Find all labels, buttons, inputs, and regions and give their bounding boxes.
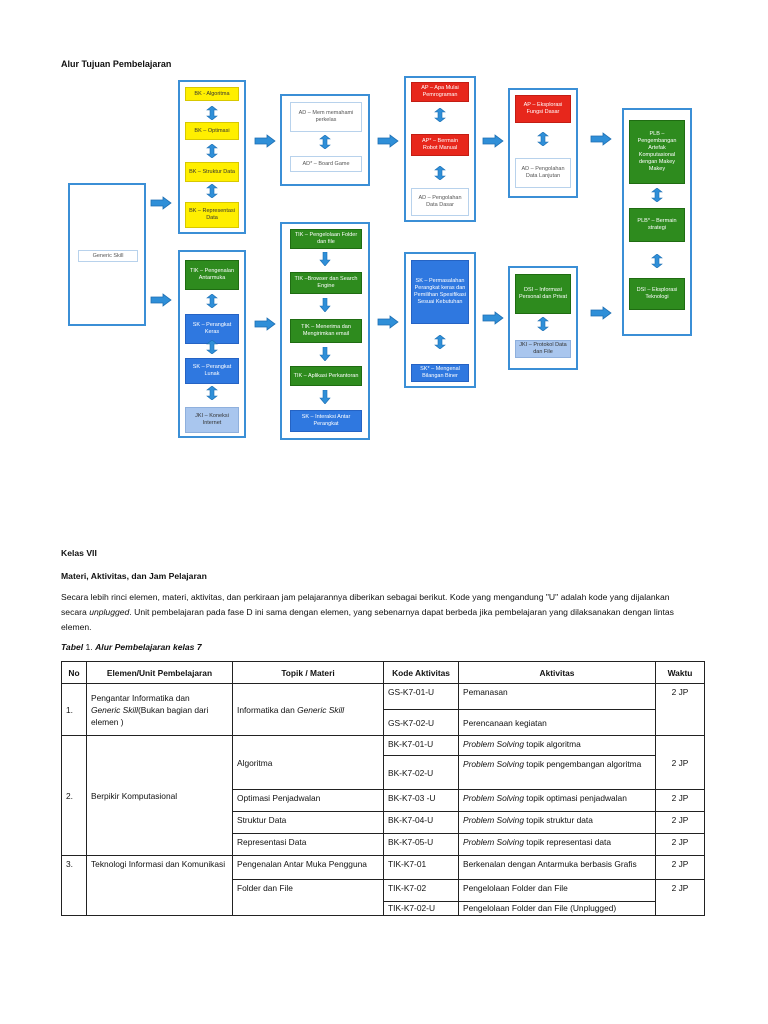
generic-skill-box <box>68 183 146 326</box>
node-ad-perkelas: AD – Mem memahami perkelas <box>290 102 362 132</box>
node-sk-permasalahan: SK – Permasalahan Perangkat keras dan Pemilihan Spesifikasi Sesuai Kebutuhan <box>411 260 469 324</box>
cell-topik: Folder dan File <box>233 880 384 916</box>
double-arrow-icon <box>206 144 218 158</box>
arrow-right-icon <box>377 134 399 148</box>
double-arrow-icon <box>537 317 549 331</box>
double-arrow-icon <box>206 340 218 354</box>
node-ad-data-lanjutan: AD – Pengolahan Data Lanjutan <box>515 158 571 188</box>
cell-kode: TIK-K7-02 <box>384 880 459 902</box>
node-ad-data-dasar: AD – Pengolahan Data Dasar <box>411 188 469 216</box>
arrow-right-icon <box>482 134 504 148</box>
table-caption: Tabel 1. Alur Pembelajaran kelas 7 <box>61 642 202 652</box>
table-header-row <box>62 662 705 684</box>
arrow-right-icon <box>150 293 172 307</box>
double-arrow-icon <box>206 386 218 400</box>
cell-aktivitas: Problem Solving topik struktur data <box>459 812 656 834</box>
node-tik-antarmuka: TIK – Pengenalan Antarmuka <box>185 260 239 290</box>
column-3-bottom <box>404 252 476 388</box>
cell-kode: TIK-K7-02-U <box>384 902 459 916</box>
arrow-right-icon <box>150 196 172 210</box>
node-ap-robot: AP* – Bermain Robot Manual <box>411 134 469 156</box>
double-arrow-icon <box>434 108 446 122</box>
cell-aktivitas: Problem Solving topik optimasi penjadwalan <box>459 790 656 812</box>
node-plb-strategi: PLB* – Bermain strategi <box>629 208 685 242</box>
column-5 <box>622 108 692 336</box>
column-3-top <box>404 76 476 222</box>
node-tik-folder: TIK – Pengelolaan Folder dan file <box>290 229 362 249</box>
double-arrow-icon <box>434 166 446 180</box>
cell-topik: Struktur Data <box>233 812 384 834</box>
node-ap-pemrograman: AP – Apa Mulai Pemrograman <box>411 82 469 102</box>
node-plb-makey: PLB – Pengembangan Artefak Komputasional dengan Makey Makey <box>629 120 685 184</box>
table-row <box>62 684 705 710</box>
cell-aktivitas: Problem Solving topik representasi data <box>459 834 656 856</box>
paragraph-line-1: Secara lebih rinci elemen, materi, aktivitas, dan perkiraan jam pelajarannya diberikan sebagai berikut. Kode yang mengandung "U" adalah kode yang dijalankan <box>61 592 670 602</box>
header-elemen: Elemen/Unit Pembelajaran <box>87 662 233 684</box>
cell-elemen: Teknologi Informasi dan Komunikasi <box>87 856 233 916</box>
cell-kode: BK-K7-03 -U <box>384 790 459 812</box>
arrow-right-icon <box>377 315 399 329</box>
cell-waktu: 2 JP <box>656 684 705 736</box>
node-sk-biner: SK* – Mengenal Bilangan Biner <box>411 364 469 382</box>
cell-topik: Algoritma <box>233 736 384 790</box>
double-arrow-icon <box>206 106 218 120</box>
cell-waktu: 2 JP <box>656 790 705 812</box>
intro-paragraph <box>61 590 707 635</box>
cell-aktivitas: Problem Solving topik algoritma <box>459 736 656 756</box>
double-arrow-icon <box>206 294 218 308</box>
node-jki-protokol: JKI – Protokol Data dan File <box>515 340 571 358</box>
node-sk-perangkat-keras: SK – Perangkat Keras <box>185 314 239 344</box>
node-ad-board-game: AD* – Board Game <box>290 156 362 172</box>
cell-waktu: 2 JP <box>656 856 705 880</box>
node-bk-struktur-data: BK – Struktur Data <box>185 162 239 182</box>
cell-kode: BK-K7-02-U <box>384 756 459 790</box>
generic-skill-node: Generic Skill <box>78 250 138 262</box>
cell-aktivitas: Pemanasan <box>459 684 656 710</box>
node-sk-perangkat-lunak: SK – Perangkat Lunak <box>185 358 239 384</box>
double-arrow-icon <box>537 132 549 146</box>
cell-aktivitas: Problem Solving topik pengembangan algoritma <box>459 756 656 790</box>
cell-aktivitas: Pengelolaan Folder dan File <box>459 880 656 902</box>
double-arrow-icon <box>319 135 331 149</box>
double-arrow-icon <box>651 254 663 268</box>
node-bk-algoritma: BK - Algoritma <box>185 87 239 101</box>
arrow-right-icon <box>590 132 612 146</box>
cell-kode: BK-K7-04-U <box>384 812 459 834</box>
cell-waktu: 2 JP <box>656 736 705 790</box>
paragraph-line-3: elemen. <box>61 622 92 632</box>
arrow-down-icon <box>319 347 331 361</box>
cell-kode: GS-K7-02-U <box>384 710 459 736</box>
header-topik: Topik / Materi <box>233 662 384 684</box>
cell-topik: Informatika dan Generic Skill <box>233 684 384 736</box>
cell-aktivitas: Perencanaan kegiatan <box>459 710 656 736</box>
cell-kode: BK-K7-05-U <box>384 834 459 856</box>
node-bk-optimasi: BK – Optimasi <box>185 122 239 140</box>
arrow-down-icon <box>319 252 331 266</box>
cell-aktivitas: Berkenalan dengan Antarmuka berbasis Grafis <box>459 856 656 880</box>
cell-kode: BK-K7-01-U <box>384 736 459 756</box>
node-ap-fungsi-dasar: AP – Eksplorasi Fungsi Dasar <box>515 95 571 123</box>
cell-elemen: Berpikir Komputasional <box>87 736 233 856</box>
kelas-heading: Kelas VII <box>61 548 97 558</box>
arrow-right-icon <box>590 306 612 320</box>
cell-waktu: 2 JP <box>656 834 705 856</box>
arrow-right-icon <box>482 311 504 325</box>
double-arrow-icon <box>434 335 446 349</box>
cell-no: 2. <box>62 736 87 856</box>
header-no: No <box>62 662 87 684</box>
double-arrow-icon <box>206 184 218 198</box>
cell-waktu: 2 JP <box>656 812 705 834</box>
header-kode: Kode Aktivitas <box>384 662 459 684</box>
node-tik-browser: TIK –Browser dan Search Engine <box>290 272 362 294</box>
cell-topik: Optimasi Penjadwalan <box>233 790 384 812</box>
node-jki-koneksi-internet: JKI – Koneksi Internet <box>185 407 239 433</box>
section-subtitle: Materi, Aktivitas, dan Jam Pelajaran <box>61 571 207 581</box>
double-arrow-icon <box>651 188 663 202</box>
cell-aktivitas: Pengelolaan Folder dan File (Unplugged) <box>459 902 656 916</box>
cell-waktu: 2 JP <box>656 880 705 916</box>
cell-no: 3. <box>62 856 87 916</box>
node-tik-email: TIK – Menerima dan Mengirimkan email <box>290 319 362 343</box>
node-dsi-teknologi: DSI – Eksplorasi Teknologi <box>629 278 685 310</box>
cell-kode: TIK-K7-01 <box>384 856 459 880</box>
table-row <box>62 736 705 756</box>
arrow-down-icon <box>319 390 331 404</box>
arrow-right-icon <box>254 317 276 331</box>
arrow-down-icon <box>319 298 331 312</box>
node-bk-representasi-data: BK – Representasi Data <box>185 202 239 228</box>
cell-topik: Pengenalan Antar Muka Pengguna <box>233 856 384 880</box>
arrow-right-icon <box>254 134 276 148</box>
learning-table <box>61 661 705 916</box>
node-sk-interaksi: SK – Interaksi Antar Perangkat <box>290 410 362 432</box>
node-tik-perkantoran: TIK – Aplikasi Perkantoran <box>290 366 362 386</box>
header-waktu: Waktu <box>656 662 705 684</box>
cell-kode: GS-K7-01-U <box>384 684 459 710</box>
paragraph-line-2: secara unplugged. Unit pembelajaran pada fase D ini sama dengan elemen, yang sebenarnya dapat berbeda jika pembelajaran yang dilaksanakan dengan lintas <box>61 607 674 617</box>
node-dsi-privat: DSI – Informasi Personal dan Privat <box>515 274 571 314</box>
cell-elemen: Pengantar Informatika dan Generic Skill(Bukan bagian dari elemen ) <box>87 684 233 736</box>
cell-topik: Representasi Data <box>233 834 384 856</box>
diagram-title: Alur Tujuan Pembelajaran <box>61 59 172 69</box>
table-row <box>62 856 705 880</box>
header-aktivitas: Aktivitas <box>459 662 656 684</box>
cell-no: 1. <box>62 684 87 736</box>
